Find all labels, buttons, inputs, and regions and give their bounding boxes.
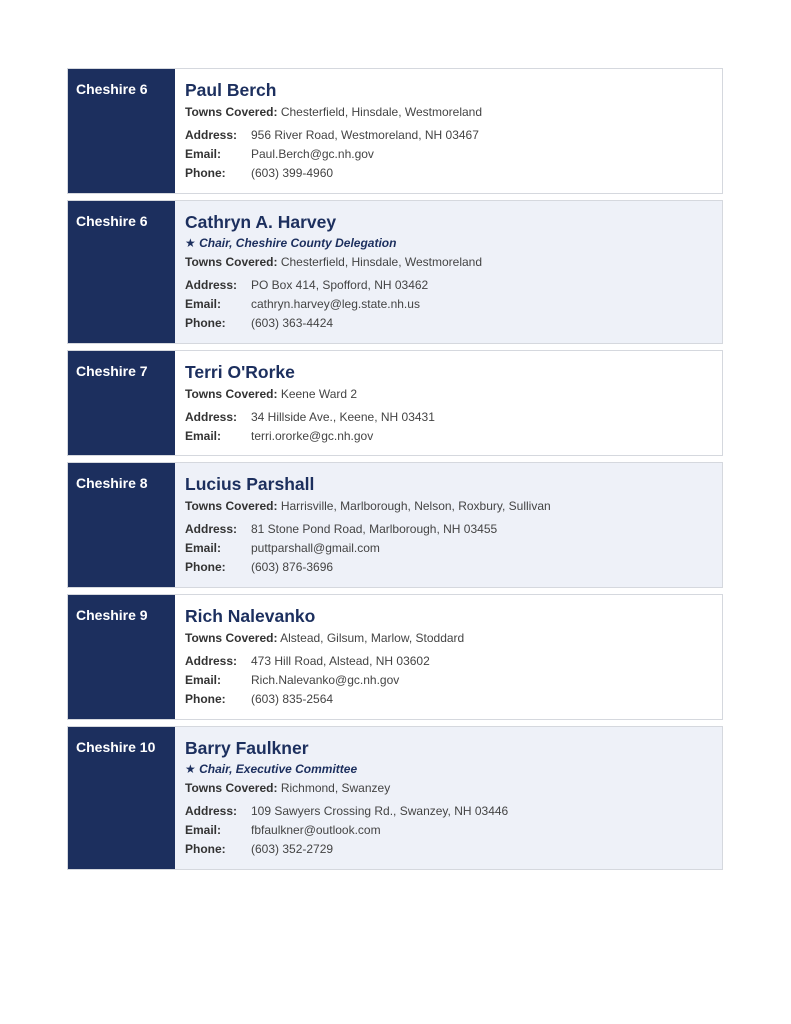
- phone-label: Phone:: [185, 842, 226, 856]
- district-label: Cheshire 9: [68, 595, 175, 719]
- address-row: [185, 278, 712, 293]
- rep-card: [67, 726, 723, 870]
- towns-label: Towns Covered:: [185, 255, 278, 269]
- address-value: 109 Sawyers Crossing Rd., Swanzey, NH 03446: [251, 804, 509, 818]
- rep-card: [67, 350, 723, 456]
- rep-role: ★ Chair, Executive Committee: [185, 762, 358, 776]
- email-label: Email:: [185, 673, 222, 687]
- phone-label: Phone:: [185, 560, 226, 574]
- phone-row: [185, 166, 712, 181]
- towns-label: Towns Covered:: [185, 631, 278, 645]
- rep-card: [67, 200, 723, 344]
- phone-row: [185, 842, 712, 857]
- phone-row: [185, 560, 712, 575]
- rep-name: Paul Berch: [185, 80, 277, 100]
- rep-card: [67, 462, 723, 588]
- email-row: [185, 147, 712, 162]
- rep-details: [175, 463, 722, 587]
- address-label: Address:: [185, 410, 238, 424]
- email-label: Email:: [185, 147, 222, 161]
- towns-value: Richmond, Swanzey: [280, 781, 391, 795]
- towns-label: Towns Covered:: [185, 387, 278, 401]
- phone-row: [185, 692, 712, 707]
- address-row: [185, 128, 712, 143]
- email-row: [185, 297, 712, 312]
- rep-name: Cathryn A. Harvey: [185, 212, 337, 232]
- email-value[interactable]: Rich.Nalevanko@gc.nh.gov: [251, 673, 400, 687]
- phone-value: (603) 876-3696: [251, 560, 334, 574]
- towns-covered: [185, 781, 712, 796]
- address-value: 81 Stone Pond Road, Marlborough, NH 03455: [251, 522, 498, 536]
- phone-label: Phone:: [185, 316, 226, 330]
- district-label: Cheshire 7: [68, 351, 175, 455]
- towns-covered: [185, 631, 712, 646]
- towns-label: Towns Covered:: [185, 499, 278, 513]
- towns-value: Keene Ward 2: [280, 387, 358, 401]
- towns-value: Chesterfield, Hinsdale, Westmoreland: [280, 105, 483, 119]
- towns-label: Towns Covered:: [185, 781, 278, 795]
- rep-card: [67, 68, 723, 194]
- phone-value: (603) 835-2564: [251, 692, 334, 706]
- phone-value: (603) 352-2729: [251, 842, 334, 856]
- phone-value: (603) 399-4960: [251, 166, 334, 180]
- email-row: [185, 541, 712, 556]
- district-label: Cheshire 6: [68, 201, 175, 343]
- phone-label: Phone:: [185, 166, 226, 180]
- email-label: Email:: [185, 823, 222, 837]
- email-label: Email:: [185, 297, 222, 311]
- rep-details: [175, 69, 722, 193]
- address-label: Address:: [185, 654, 238, 668]
- district-label: Cheshire 8: [68, 463, 175, 587]
- email-row: [185, 429, 712, 444]
- email-row: [185, 673, 712, 688]
- rep-name: Terri O'Rorke: [185, 362, 295, 382]
- towns-value: Chesterfield, Hinsdale, Westmoreland: [280, 255, 483, 269]
- towns-covered: [185, 255, 712, 270]
- rep-name: Lucius Parshall: [185, 474, 315, 494]
- email-value[interactable]: puttparshall@gmail.com: [251, 541, 380, 555]
- email-value[interactable]: Paul.Berch@gc.nh.gov: [251, 147, 374, 161]
- phone-value: (603) 363-4424: [251, 316, 334, 330]
- address-label: Address:: [185, 278, 238, 292]
- address-row: [185, 410, 712, 425]
- address-value: 34 Hillside Ave., Keene, NH 03431: [251, 410, 435, 424]
- address-value: 956 River Road, Westmoreland, NH 03467: [251, 128, 479, 142]
- rep-role: ★ Chair, Cheshire County Delegation: [185, 236, 397, 250]
- phone-row: [185, 316, 712, 331]
- rep-details: [175, 595, 722, 719]
- towns-value: Alstead, Gilsum, Marlow, Stoddard: [280, 631, 465, 645]
- email-value[interactable]: fbfaulkner@outlook.com: [251, 823, 381, 837]
- email-label: Email:: [185, 429, 222, 443]
- address-value: 473 Hill Road, Alstead, NH 03602: [251, 654, 430, 668]
- rep-details: [175, 201, 722, 343]
- address-label: Address:: [185, 522, 238, 536]
- email-value[interactable]: terri.ororke@gc.nh.gov: [251, 429, 374, 443]
- address-row: [185, 804, 712, 819]
- address-value: PO Box 414, Spofford, NH 03462: [251, 278, 429, 292]
- rep-name: Rich Nalevanko: [185, 606, 316, 626]
- district-label: Cheshire 6: [68, 69, 175, 193]
- address-row: [185, 654, 712, 669]
- email-row: [185, 823, 712, 838]
- address-label: Address:: [185, 804, 238, 818]
- towns-covered: [185, 105, 712, 120]
- towns-covered: [185, 499, 712, 514]
- towns-label: Towns Covered:: [185, 105, 278, 119]
- rep-name: Barry Faulkner: [185, 738, 309, 758]
- towns-covered: [185, 387, 712, 402]
- rep-card: [67, 594, 723, 720]
- email-value[interactable]: cathryn.harvey@leg.state.nh.us: [251, 297, 420, 311]
- rep-details: [175, 727, 722, 869]
- address-row: [185, 522, 712, 537]
- phone-label: Phone:: [185, 692, 226, 706]
- towns-value: Harrisville, Marlborough, Nelson, Roxbury, Sullivan: [280, 499, 551, 513]
- rep-details: [175, 351, 722, 455]
- email-label: Email:: [185, 541, 222, 555]
- address-label: Address:: [185, 128, 238, 142]
- district-label: Cheshire 10: [68, 727, 175, 869]
